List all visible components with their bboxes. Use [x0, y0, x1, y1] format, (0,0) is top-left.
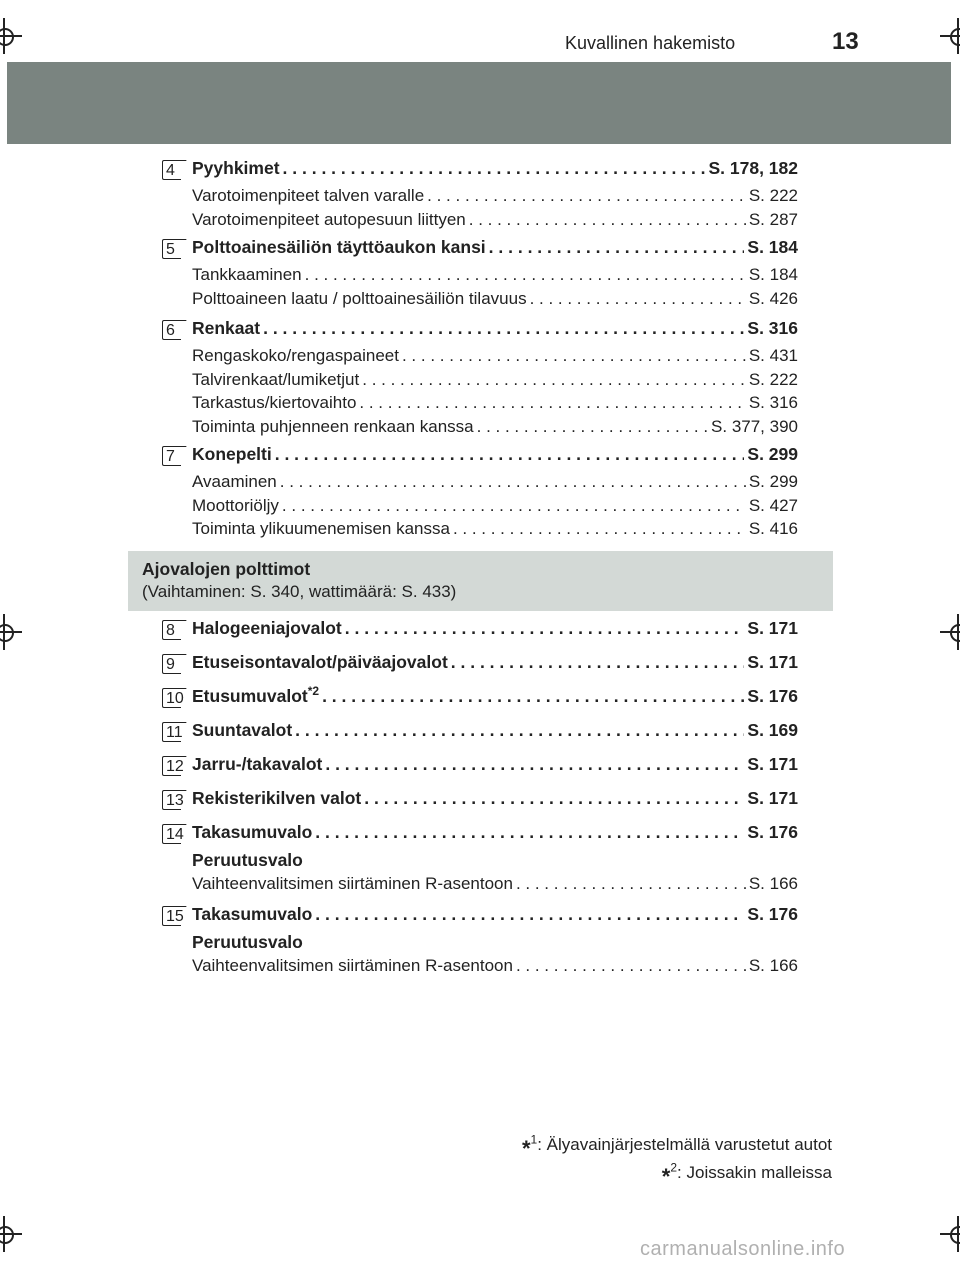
index-group: [192, 237, 798, 312]
index-subentry: Varotoimenpiteet autopesuun liittyen . . . S. 287: [192, 210, 798, 234]
index-group: [192, 754, 798, 782]
item-number-badge: 8: [162, 620, 186, 640]
index-group: [192, 652, 798, 680]
footnote: *$^2$: Joissakin malleissa: [661, 1160, 832, 1189]
item-number-badge: 10: [162, 688, 186, 708]
index-entry: Takasumuvalo . . . S. 176: [192, 904, 798, 932]
footnote: *$^1$: Älyavainjärjestelmällä varustetut autot: [521, 1132, 832, 1161]
header-title: Kuvallinen hakemisto: [565, 33, 736, 53]
index-group: [192, 618, 798, 646]
item-number-badge: 14: [162, 824, 186, 844]
item-number-badge: 11: [162, 722, 186, 742]
index-entry: Konepelti . . . S. 299: [192, 444, 798, 472]
registration-mark-icon: [0, 18, 22, 54]
index-group: [192, 822, 798, 897]
index-entry-title: Peruutusvalo: [192, 932, 303, 952]
index-entry-title: Peruutusvalo: [192, 850, 303, 870]
index-group: [192, 444, 798, 543]
item-number-badge: 4: [162, 160, 186, 180]
index-subentry: Moottoriöljy . . . S. 427: [192, 496, 798, 520]
item-number-badge: 6: [162, 320, 186, 340]
item-number-badge: 7: [162, 446, 186, 466]
section-title: Ajovalojen polttimot: [142, 559, 311, 579]
index-entry: Rekisterikilven valot . . . S. 171: [192, 788, 798, 816]
item-number-badge: 5: [162, 239, 186, 259]
index-subentry: Vaihteenvalitsimen siirtäminen R-asentoon . . . S. 166: [192, 956, 798, 980]
item-number-badge: 12: [162, 756, 186, 776]
index-group: [192, 720, 798, 748]
registration-mark-icon: [0, 1216, 22, 1252]
index-subentry: Varotoimenpiteet talven varalle . . . S. 222: [192, 186, 798, 210]
index-subentry: Tarkastus/kiertovaihto . . . S. 316: [192, 393, 798, 417]
index-group: [192, 788, 798, 816]
index-subentry: Rengaskoko/rengaspaineet . . . S. 431: [192, 346, 798, 370]
index-subentry: Toiminta puhjenneen renkaan kanssa . . . S. 377, 390: [192, 417, 798, 441]
registration-mark-icon: [940, 614, 960, 650]
index-group: [192, 318, 798, 440]
page-number: 13: [832, 28, 859, 55]
index-entry: Etusumuvalot$^{*2}$ . . . S. 176: [192, 686, 798, 714]
registration-mark-icon: [940, 18, 960, 54]
index-group: [192, 904, 798, 979]
index-subentry: Avaaminen . . . S. 299: [192, 472, 798, 496]
index-subentry: Vaihteenvalitsimen siirtäminen R-asentoon . . . S. 166: [192, 874, 798, 898]
footnote-ref: *2: [307, 684, 320, 699]
index-group: [192, 158, 798, 233]
index-subentry: Talvirenkaat/lumiketjut . . . S. 222: [192, 370, 798, 394]
index-subentry: Polttoaineen laatu / polttoainesäiliön tilavuus . . . S. 426: [192, 289, 798, 313]
index-entry: Jarru-/takavalot . . . S. 171: [192, 754, 798, 782]
registration-mark-icon: [0, 614, 22, 650]
index-entry: Takasumuvalo . . . S. 176: [192, 822, 798, 850]
section-header: [128, 551, 833, 611]
header-bar: [7, 62, 951, 144]
index-entry: Renkaat . . . S. 316: [192, 318, 798, 346]
section-subtitle: (Vaihtaminen: S. 340, wattimäärä: S. 433): [142, 582, 457, 601]
footnotes: [522, 1133, 832, 1189]
index-entry: Etuseisontavalot/päiväajovalot . . . S. 171: [192, 652, 798, 680]
item-number-badge: 9: [162, 654, 186, 674]
registration-mark-icon: [940, 1216, 960, 1252]
watermark: carmanualsonline.info: [640, 1238, 846, 1260]
item-number-badge: 15: [162, 906, 186, 926]
index-entry: Polttoainesäiliön täyttöaukon kansi . . . S. 184: [192, 237, 798, 265]
index-subentry: Toiminta ylikuumenemisen kanssa . . . S. 416: [192, 519, 798, 543]
index-entry: Halogeeniajovalot . . . S. 171: [192, 618, 798, 646]
index-entry: Suuntavalot . . . S. 169: [192, 720, 798, 748]
index-group: [192, 686, 798, 714]
index-subentry: Tankkaaminen . . . S. 184: [192, 265, 798, 289]
index-entry: Pyyhkimet . . . S. 178, 182: [192, 158, 798, 186]
item-number-badge: 13: [162, 790, 186, 810]
